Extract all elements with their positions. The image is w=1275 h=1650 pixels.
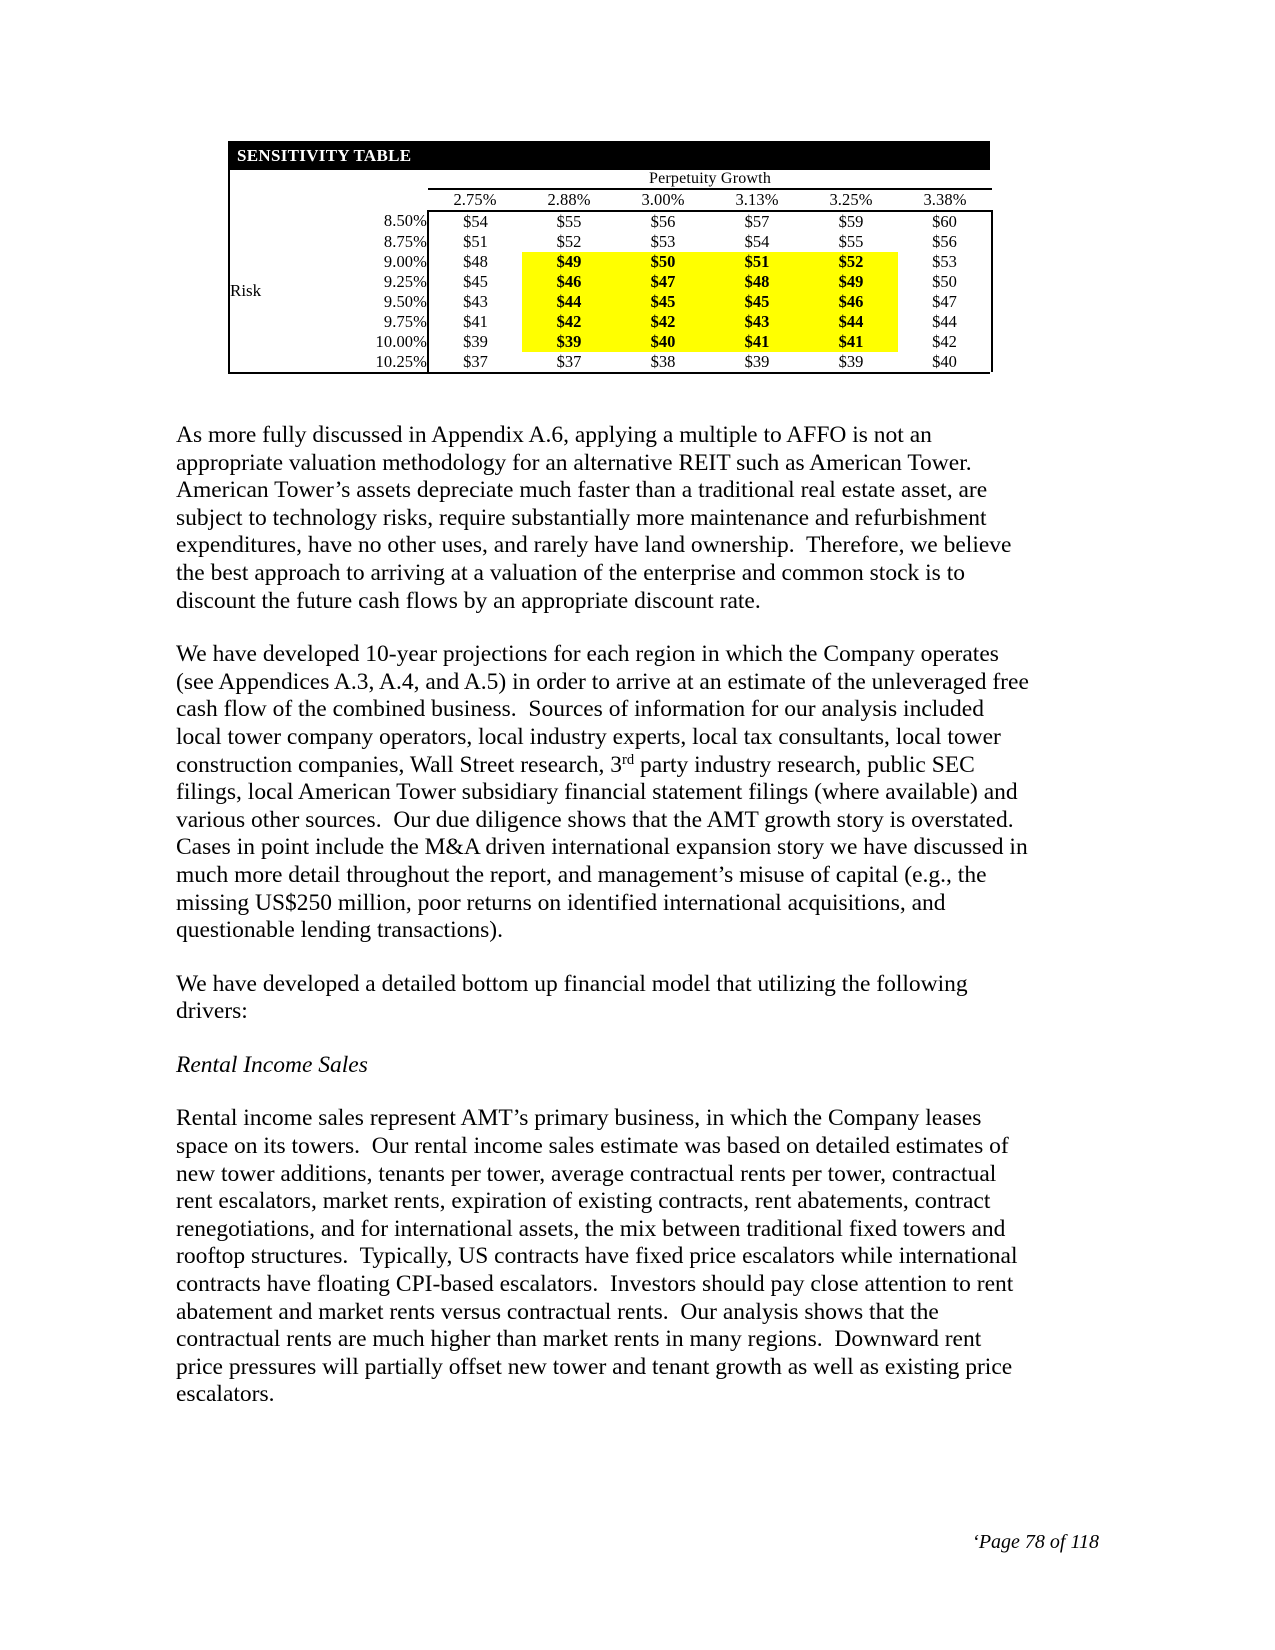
column-header-0: 2.75%	[428, 189, 522, 211]
cell-2-0: $48	[428, 252, 522, 272]
cell-1-1: $52	[556, 231, 582, 251]
row-header-3: 9.25%	[310, 272, 428, 292]
cell-1-3: $54	[744, 231, 770, 251]
cell-4-2: $45	[616, 292, 710, 312]
perpetuity-growth-header-row	[230, 170, 992, 189]
paragraph-projections	[176, 641, 1034, 945]
table-row	[230, 272, 992, 292]
row-header-0: 8.50%	[310, 211, 428, 232]
cell-5-5: $44	[898, 312, 992, 332]
table-row	[230, 292, 992, 312]
document-body	[176, 422, 1034, 1409]
cell-0-5: $60	[898, 211, 992, 232]
risk-axis-label: Risk	[230, 281, 262, 301]
cell-5-0: $41	[428, 312, 522, 332]
cell-4-4: $46	[804, 292, 898, 312]
row-header-4: 9.50%	[310, 292, 428, 312]
sensitivity-table-grid	[230, 170, 993, 372]
cell-6-1: $39	[522, 332, 616, 352]
cell-2-1: $49	[522, 252, 616, 272]
row-header-6: 10.00%	[310, 332, 428, 352]
cell-3-0: $45	[428, 272, 522, 292]
table-row	[230, 312, 992, 332]
column-header-5: 3.38%	[898, 189, 992, 211]
row-header-1: 8.75%	[310, 232, 428, 252]
cell-6-3: $41	[710, 332, 804, 352]
cell-0-3: $57	[744, 211, 770, 231]
column-header-1: 2.88%	[522, 189, 616, 211]
cell-3-3: $48	[710, 272, 804, 292]
cell-0-4: $59	[838, 211, 864, 231]
table-row	[230, 232, 992, 252]
table-row	[230, 211, 992, 232]
paragraph-projections-part-a: We have developed 10-year projections for each region in which the Company operates (see Appendices A.3, A.4, and A.5) in order to arrive at an estimate of the unleveraged free cash flow of the combined business. Sources of information for our analysis included local tower company operators, local industry experts, local tax consultants, local tower construction companies, Wall Street research, 3	[176, 641, 1035, 778]
cell-0-2: $56	[650, 211, 676, 231]
cell-2-5: $53	[898, 252, 992, 272]
cell-0-1: $55	[556, 211, 582, 231]
sensitivity-table	[228, 141, 990, 374]
table-row	[230, 252, 992, 272]
cell-2-3: $51	[710, 252, 804, 272]
cell-3-5: $50	[898, 272, 992, 292]
cell-2-4: $52	[804, 252, 898, 272]
cell-7-1: $37	[556, 351, 582, 371]
column-header-4: 3.25%	[804, 189, 898, 211]
cell-4-5: $47	[898, 292, 992, 312]
cell-2-2: $50	[616, 252, 710, 272]
cell-5-3: $43	[710, 312, 804, 332]
cell-1-4: $55	[838, 231, 864, 251]
page-footer: ‘Page 78 of 118	[972, 1531, 1099, 1553]
cell-7-2: $38	[650, 351, 676, 371]
sensitivity-table-title: SENSITIVITY TABLE	[230, 143, 988, 170]
cell-6-0: $39	[428, 332, 522, 352]
paragraph-rental-income-sales: Rental income sales represent AMT’s primary business, in which the Company leases space on its towers. Our rental income sales estimate was based on detailed estimates of new tower additions, tenants per tower, average contractual rents per tower, contractual rent escalators, market rents, expiration of existing contracts, rent abatements, contract renegotiations, and for international assets, the mix between traditional fixed towers and rooftop structures. Typically, US contracts have fixed price escalators while international contracts have floating CPI-based escalators. Investors should pay close attention to rent abatement and market rents versus contractual rents. Our analysis shows that the contractual rents are much higher than market rents in many regions. Downward rent price pressures will partially offset new tower and tenant growth as well as existing price escalators.	[176, 1105, 1024, 1408]
row-header-5: 9.75%	[310, 312, 428, 332]
cell-7-5: $40	[898, 352, 992, 372]
cell-0-0: $54	[428, 211, 522, 232]
cell-3-1: $46	[522, 272, 616, 292]
cell-1-0: $51	[428, 232, 522, 252]
column-header-2: 3.00%	[616, 189, 710, 211]
cell-5-2: $42	[616, 312, 710, 332]
ordinal-suffix: rd	[621, 751, 635, 768]
paragraph-projections-part-b: party industry research, public SEC filings, local American Tower subsidiary financial statement filings (where available) and various other sources. Our due diligence shows that the AMT growth story is overstated. Cases in point include the M&A driven international expansion story we have discussed in much more detail throughout the report, and management’s misuse of capital (e.g., the missing US$250 million, poor returns on identified international acquisitions, and questionable lending transactions).	[176, 751, 1034, 944]
perpetuity-growth-label: Perpetuity Growth	[428, 170, 992, 189]
cell-1-5: $56	[898, 232, 992, 252]
column-header-row	[230, 189, 992, 211]
table-row	[230, 352, 992, 372]
cell-5-4: $44	[804, 312, 898, 332]
row-header-2: 9.00%	[310, 252, 428, 272]
cell-4-3: $45	[710, 292, 804, 312]
cell-1-2: $53	[650, 231, 676, 251]
cell-4-0: $43	[428, 292, 522, 312]
section-heading-rental-income-sales: Rental Income Sales	[176, 1051, 368, 1078]
paragraph-affo-valuation: As more fully discussed in Appendix A.6, applying a multiple to AFFO is not an appropriate valuation methodology for an alternative REIT such as American Tower. American Tower’s assets depreciate much faster than a traditional real estate asset, are subject to technology risks, require substantially more maintenance and refurbishment expenditures, have no other uses, and rarely have land ownership. Therefore, we believe the best approach to arriving at a valuation of the enterprise and common stock is to discount the future cash flows by an appropriate discount rate.	[176, 422, 1018, 614]
cell-7-0: $37	[428, 352, 522, 372]
cell-6-5: $42	[898, 332, 992, 352]
cell-3-4: $49	[804, 272, 898, 292]
paragraph-financial-model: We have developed a detailed bottom up financial model that utilizing the following drivers:	[176, 970, 974, 1025]
row-header-7: 10.25%	[310, 352, 428, 372]
cell-5-1: $42	[522, 312, 616, 332]
column-header-3: 3.13%	[710, 189, 804, 211]
cell-3-2: $47	[616, 272, 710, 292]
cell-7-4: $39	[838, 351, 864, 371]
cell-6-4: $41	[804, 332, 898, 352]
table-row	[230, 332, 992, 352]
cell-4-1: $44	[522, 292, 616, 312]
cell-7-3: $39	[744, 351, 770, 371]
cell-6-2: $40	[616, 332, 710, 352]
